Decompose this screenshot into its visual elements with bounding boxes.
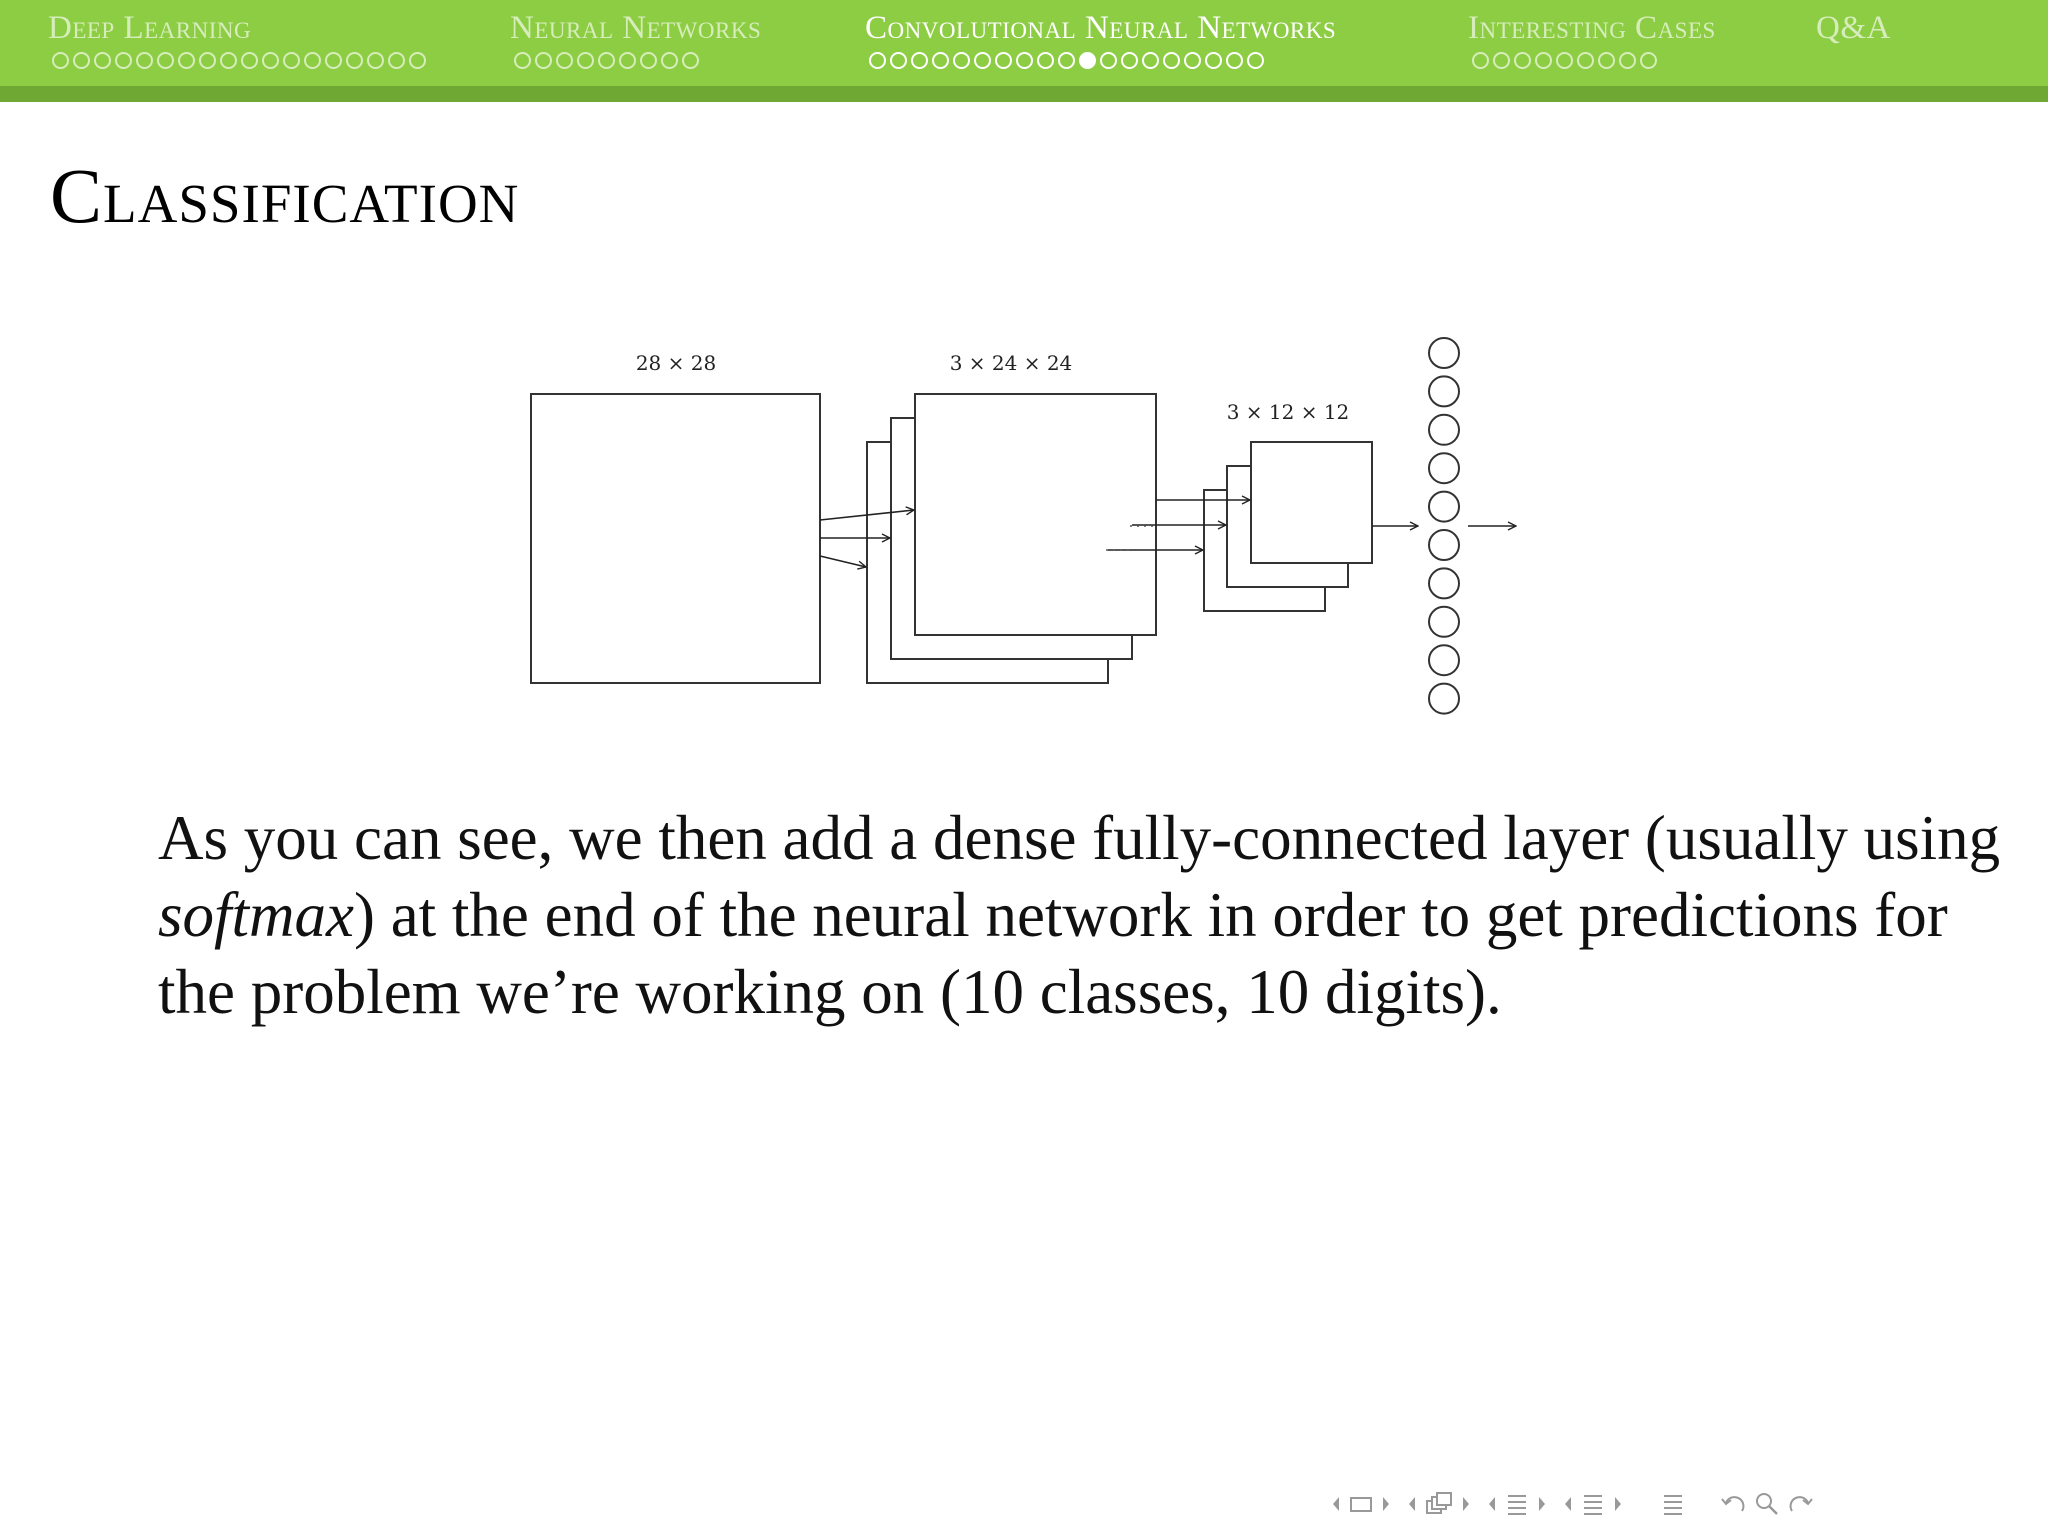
slide-title: Classification [50, 152, 520, 239]
frame-dot[interactable] [1121, 52, 1138, 69]
frame-dot[interactable] [682, 52, 699, 69]
frame-dot[interactable] [932, 52, 949, 69]
frame-dot[interactable] [1598, 52, 1615, 69]
frame-dot[interactable] [514, 52, 531, 69]
output-neuron [1429, 568, 1459, 598]
body-paragraph [158, 800, 2018, 1031]
frame-dot[interactable] [1184, 52, 1201, 69]
nav-section-convolutional-neural-networks[interactable] [865, 8, 1336, 82]
frame-dot[interactable] [1226, 52, 1243, 69]
frame-dot[interactable] [1058, 52, 1075, 69]
cnn-architecture-diagram [500, 320, 1520, 730]
frame-dot[interactable] [157, 52, 174, 69]
frame-dot[interactable] [1577, 52, 1594, 69]
dense-output-layer [1429, 338, 1459, 714]
pooled-feature-map-1 [1251, 442, 1372, 563]
frame-dot[interactable] [199, 52, 216, 69]
output-neuron [1429, 453, 1459, 483]
frame-dot[interactable] [556, 52, 573, 69]
frame-dot[interactable] [1472, 52, 1489, 69]
frame-dot[interactable] [1556, 52, 1573, 69]
next-presentation-arrow-icon[interactable] [1612, 1488, 1624, 1520]
input-size-label: 28 × 28 [635, 351, 717, 375]
frame-dot[interactable] [346, 52, 363, 69]
nav-section-qa[interactable] [1816, 8, 1891, 82]
output-neuron [1429, 607, 1459, 637]
presentation-icon[interactable] [1580, 1488, 1606, 1520]
frame-dot[interactable] [1493, 52, 1510, 69]
frame-dot[interactable] [1247, 52, 1264, 69]
next-section-arrow-icon[interactable] [1536, 1488, 1548, 1520]
frame-dot[interactable] [1205, 52, 1222, 69]
arrow-input-to-conv-3 [820, 556, 866, 567]
frame-dot[interactable] [178, 52, 195, 69]
conv-size-label: 3 × 24 × 24 [949, 351, 1073, 375]
output-neuron [1429, 684, 1459, 714]
frame-dot[interactable] [619, 52, 636, 69]
frame-dot[interactable] [1163, 52, 1180, 69]
current-frame-dot[interactable] [1079, 52, 1096, 69]
frame-dot[interactable] [409, 52, 426, 69]
frame-dot[interactable] [535, 52, 552, 69]
frame-dots [514, 52, 699, 69]
search-icon[interactable] [1754, 1488, 1780, 1520]
frame-dot[interactable] [1037, 52, 1054, 69]
frame-dots [52, 52, 426, 69]
subsection-icon[interactable] [1424, 1488, 1454, 1520]
frame-dot[interactable] [974, 52, 991, 69]
previous-presentation-arrow-icon[interactable] [1562, 1488, 1574, 1520]
frame-dot[interactable] [325, 52, 342, 69]
back-icon[interactable] [1720, 1488, 1748, 1520]
frame-dot[interactable] [388, 52, 405, 69]
frame-dot[interactable] [1619, 52, 1636, 69]
nav-section-interesting-cases[interactable] [1468, 8, 1716, 82]
frame-dot[interactable] [953, 52, 970, 69]
frame-dot[interactable] [367, 52, 384, 69]
frame-dot[interactable] [1100, 52, 1117, 69]
beamer-navigation-symbols [1330, 1488, 1814, 1520]
frame-dot[interactable] [640, 52, 657, 69]
forward-icon[interactable] [1786, 1488, 1814, 1520]
output-neuron [1429, 645, 1459, 675]
frame-dot[interactable] [262, 52, 279, 69]
previous-section-arrow-icon[interactable] [1486, 1488, 1498, 1520]
frame-dot[interactable] [869, 52, 886, 69]
nav-section-neural-networks[interactable] [510, 8, 761, 82]
next-subsection-arrow-icon[interactable] [1460, 1488, 1472, 1520]
frame-dot[interactable] [577, 52, 594, 69]
output-neuron [1429, 338, 1459, 368]
conv-feature-map-1 [915, 394, 1156, 635]
next-frame-arrow-icon[interactable] [1380, 1488, 1392, 1520]
output-neuron [1429, 530, 1459, 560]
frame-dot[interactable] [1514, 52, 1531, 69]
frame-dot[interactable] [1535, 52, 1552, 69]
frame-dot[interactable] [115, 52, 132, 69]
frame-dots [1472, 52, 1657, 69]
frame-dot[interactable] [890, 52, 907, 69]
frame-dot[interactable] [661, 52, 678, 69]
frame-dot[interactable] [283, 52, 300, 69]
nav-section-label[interactable]: Convolutional Neural Networks [865, 10, 1337, 46]
frame-dot[interactable] [1640, 52, 1657, 69]
header-divider-strip [0, 86, 2048, 102]
nav-section-label[interactable]: Deep Learning [48, 10, 252, 46]
frame-dot[interactable] [52, 52, 69, 69]
previous-frame-arrow-icon[interactable] [1330, 1488, 1342, 1520]
appendix-icon[interactable] [1660, 1488, 1686, 1520]
nav-section-label[interactable]: Q&A [1816, 10, 1891, 46]
body-text-part: As you can see, we then add a dense fully-connected layer (usually using [158, 803, 2001, 873]
previous-subsection-arrow-icon[interactable] [1406, 1488, 1418, 1520]
header-navigation-bar [0, 0, 2048, 102]
frame-dot[interactable] [598, 52, 615, 69]
output-neuron [1429, 492, 1459, 522]
output-neuron [1429, 415, 1459, 445]
pool-size-label: 3 × 12 × 12 [1226, 400, 1350, 424]
output-neuron [1429, 376, 1459, 406]
input-image-box [531, 394, 820, 683]
frame-dot[interactable] [73, 52, 90, 69]
frame-dot[interactable] [304, 52, 321, 69]
frame-dots [869, 52, 1264, 69]
frame-dot[interactable] [911, 52, 928, 69]
frame-icon[interactable] [1348, 1488, 1374, 1520]
frame-dot[interactable] [1142, 52, 1159, 69]
section-icon[interactable] [1504, 1488, 1530, 1520]
nav-section-label[interactable]: Interesting Cases [1468, 10, 1716, 46]
frame-dot[interactable] [94, 52, 111, 69]
frame-dot[interactable] [1016, 52, 1033, 69]
softmax-emphasis: softmax [158, 880, 354, 950]
frame-dot[interactable] [136, 52, 153, 69]
frame-dot[interactable] [220, 52, 237, 69]
frame-dot[interactable] [241, 52, 258, 69]
frame-dot[interactable] [995, 52, 1012, 69]
body-text-part: ) at the end of the neural network in order to get predictions for the problem we’re working on (10 classes, 10 digits). [158, 880, 1948, 1027]
nav-section-label[interactable]: Neural Networks [510, 10, 762, 46]
nav-section-deep-learning[interactable] [48, 8, 251, 82]
